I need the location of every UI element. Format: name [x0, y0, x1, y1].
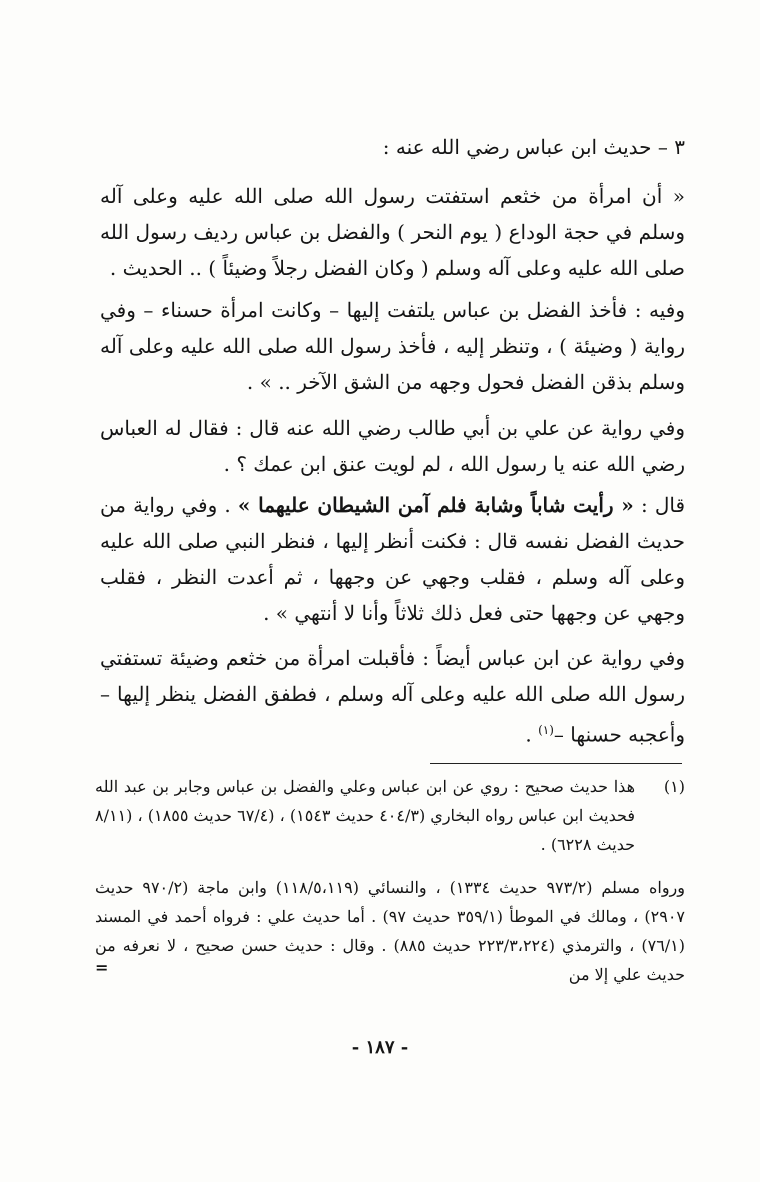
- paragraph-5: [100, 640, 685, 753]
- hadith-heading: ٣ – حديث ابن عباس رضي الله عنه :: [382, 135, 685, 159]
- paragraph-2: وفيه : فأخذ الفضل بن عباس يلتفت إليها – وكانت امرأة حسناء – وفي رواية ( وضيئة ) ، وتنظر إليه ، فأخذ رسول الله صلى الله عليه وعلى آله وسلم بذقن الفضل فحول وجهه من الشق الآخر .. » .: [100, 298, 685, 394]
- para5-end: .: [525, 722, 539, 747]
- footnote-1: [95, 772, 685, 859]
- paragraph-1: « أن امرأة من خثعم استفتت رسول الله صلى الله عليه وعلى آله وسلم في حجة الوداع ( يوم النحر ) والفضل بن عباس رديف رسول الله صلى الله عليه وعلى آله وسلم ( وكان الفضل رجلاً وضيئاً ) .. الحديث .: [100, 184, 685, 280]
- paragraph-3: وفي رواية عن علي بن أبي طالب رضي الله عنه قال : فقال له العباس رضي الله عنه يا رسول الله ، لم لويت عنق ابن عمك ؟ .: [100, 416, 685, 476]
- para4-bold-quote: « رأيت شاباً وشابة فلم آمن الشيطان عليهما »: [237, 493, 634, 517]
- continuation-mark: =: [95, 958, 109, 977]
- para4-rest: . وفي رواية من حديث الفضل نفسه قال : فكنت أنظر إليها ، فنظر النبي صلى الله عليه وعلى آله وسلم ، فقلب وجهي عن وجهها ، ثم أعدت النظر ، فقلب وجهي عن وجهها حتى فعل ذلك ثلاثاً وأنا لا أنتهي » .: [100, 493, 685, 625]
- footnote-2-text: ورواه مسلم (٩٧٣/٢ حديث ١٣٣٤) ، والنسائي (١١٨/٥،١١٩) وابن ماجة (٩٧٠/٢ حديث ٢٩٠٧) ، ومالك في الموطأ (٣٥٩/١ حديث ٩٧) . أما حديث علي : فرواه أحمد في المسند (٧٦/١) ، والترمذي (٢٢٣/٣،٢٢٤ حديث ٨٨٥) . وقال : حديث حسن صحيح ، لا نعرفه من حديث علي إلا من: [95, 878, 686, 984]
- footnote-1-text: هذا حديث صحيح : روي عن ابن عباس وعلي والفضل بن عباس وجابر بن عبد الله فحديث ابن عباس رواه البخاري (٤٠٤/٣ حديث ١٥٤٣) ، (٦٧/٤ حديث ١٨٥٥) ، (٨/١١ حديث ٦٢٢٨) .: [95, 777, 636, 854]
- para4-prefix: قال :: [633, 493, 686, 517]
- para5-text: وفي رواية عن ابن عباس أيضاً : فأقبلت امرأة من خثعم وضيئة تستفتي رسول الله صلى الله عليه وعلى آله وسلم ، فطفق الفضل ينظر إليها – وأعجبه حسنها –: [100, 646, 685, 747]
- page-number: - ١٨٧ -: [351, 1037, 409, 1058]
- footnote-number: (١): [663, 777, 685, 796]
- footnote-divider: [430, 763, 682, 764]
- paragraph-4: [100, 487, 685, 631]
- footnote-2: [95, 873, 685, 989]
- footnote-ref: (١): [538, 723, 554, 737]
